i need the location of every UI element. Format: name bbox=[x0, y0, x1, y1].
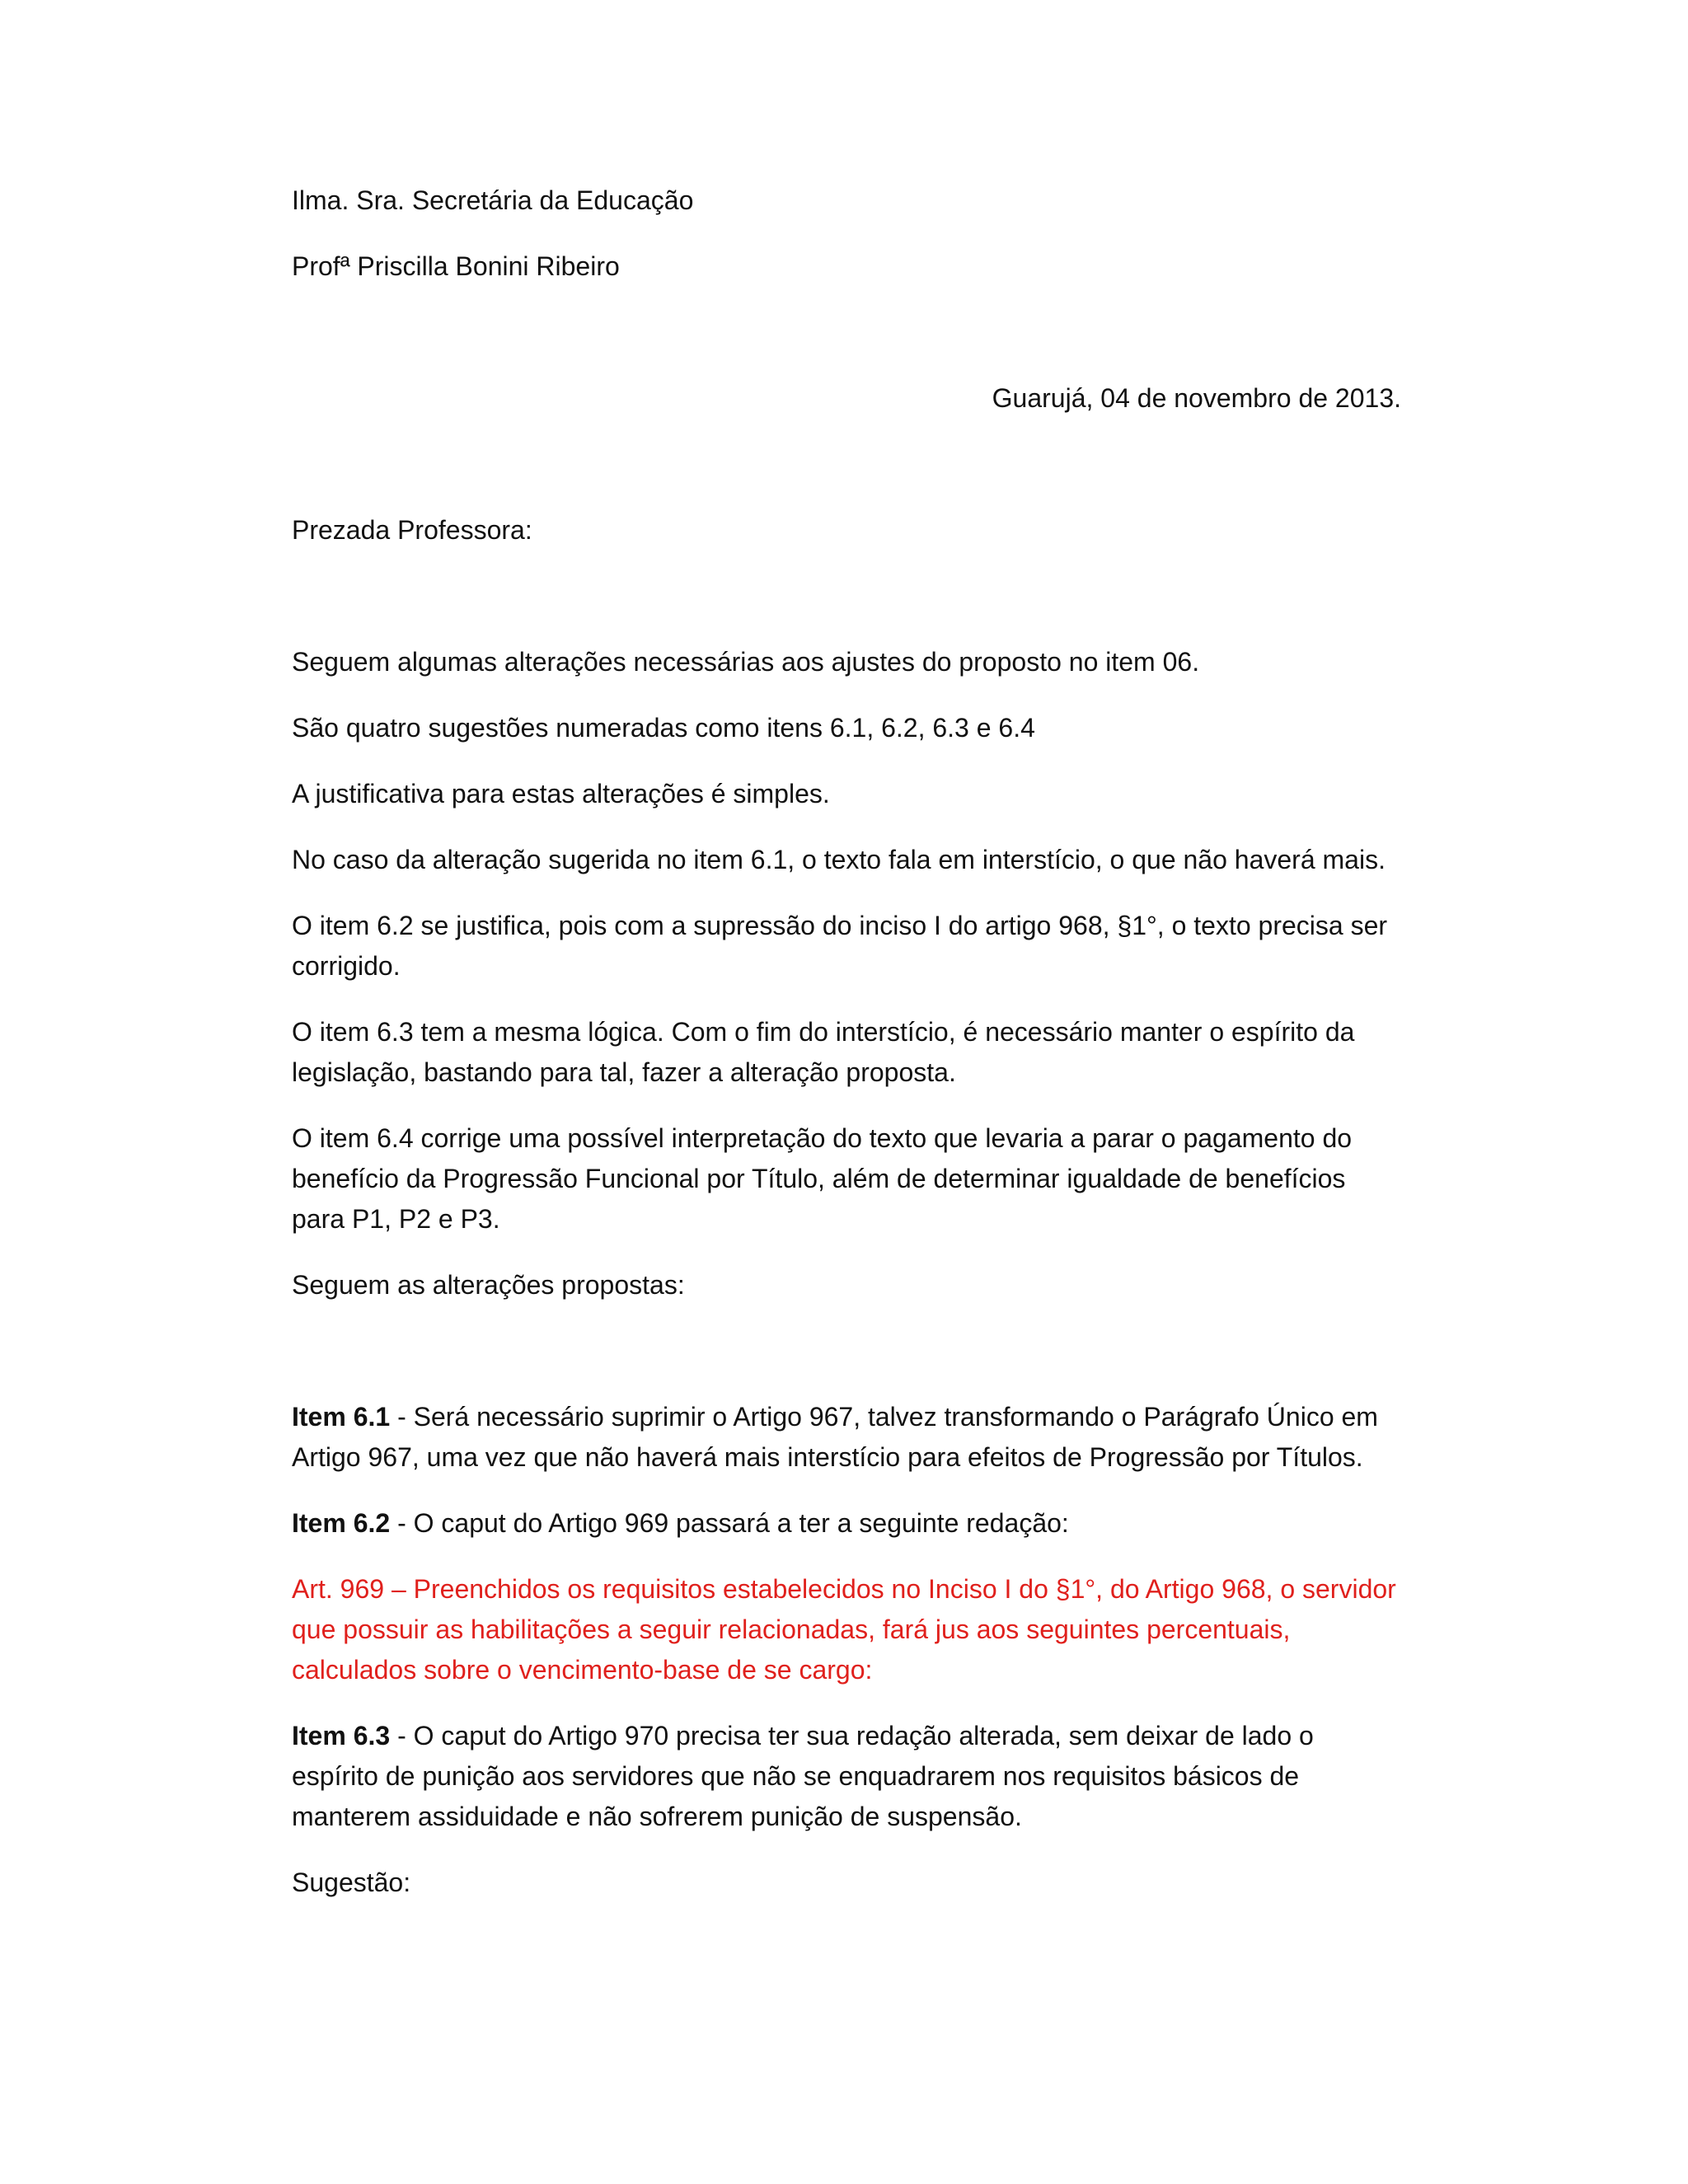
item-text: - Será necessário suprimir o Artigo 967, talvez transformando o Parágrafo Único em Artigo 967, uma vez que não haverá mais interstício para efeitos de Progressão por Títulos. bbox=[292, 1402, 1378, 1472]
body-paragraph: Seguem algumas alterações necessárias aos ajustes do proposto no item 06. bbox=[292, 647, 1200, 677]
body-paragraph: O item 6.4 corrige uma possível interpretação do texto que levaria a parar o pagamento do benefício da Progressão Funcional por Título, além de determinar igualdade de benefícios para P1, P2 e P3. bbox=[292, 1123, 1353, 1234]
item-6-2 bbox=[292, 1503, 1401, 1544]
body-paragraph: O item 6.3 tem a mesma lógica. Com o fim do interstício, é necessário manter o espírito da legislação, bastando para tal, fazer a alteração proposta. bbox=[292, 1017, 1355, 1087]
body-paragraph: A justificativa para estas alterações é simples. bbox=[292, 779, 830, 808]
item-text: - O caput do Artigo 969 passará a ter a seguinte redação: bbox=[390, 1508, 1069, 1538]
body-paragraph: Seguem as alterações propostas: bbox=[292, 1270, 685, 1300]
salutation: Prezada Professora: bbox=[292, 515, 532, 545]
body-paragraph: São quatro sugestões numeradas como itens 6.1, 6.2, 6.3 e 6.4 bbox=[292, 713, 1035, 743]
body-paragraph: No caso da alteração sugerida no item 6.1, o texto fala em interstício, o que não haverá mais. bbox=[292, 845, 1386, 874]
place-date: Guarujá, 04 de novembro de 2013. bbox=[992, 383, 1401, 413]
item-label: Item 6.3 bbox=[292, 1721, 391, 1750]
suggestion-label: Sugestão: bbox=[292, 1868, 411, 1897]
item-label: Item 6.2 bbox=[292, 1508, 391, 1538]
item-6-1 bbox=[292, 1397, 1401, 1478]
addressee-line-2: Profª Priscilla Bonini Ribeiro bbox=[292, 251, 620, 281]
proposed-article-969: Art. 969 – Preenchidos os requisitos estabelecidos no Inciso I do §1°, do Artigo 968, o servidor que possuir as habilitações a seguir relacionadas, fará jus aos seguintes percentuais, calculados sobre o vencimento-base de se cargo: bbox=[292, 1574, 1396, 1685]
item-text: - O caput do Artigo 970 precisa ter sua redação alterada, sem deixar de lado o espírito de punição aos servidores que não se enquadrarem nos requisitos básicos de manterem assiduidade e não sofrerem punição de suspensão. bbox=[292, 1721, 1314, 1831]
item-label: Item 6.1 bbox=[292, 1402, 391, 1432]
item-6-3 bbox=[292, 1716, 1401, 1837]
body-paragraph: O item 6.2 se justifica, pois com a supressão do inciso I do artigo 968, §1°, o texto precisa ser corrigido. bbox=[292, 911, 1388, 981]
addressee-line-1: Ilma. Sra. Secretária da Educação bbox=[292, 185, 694, 215]
